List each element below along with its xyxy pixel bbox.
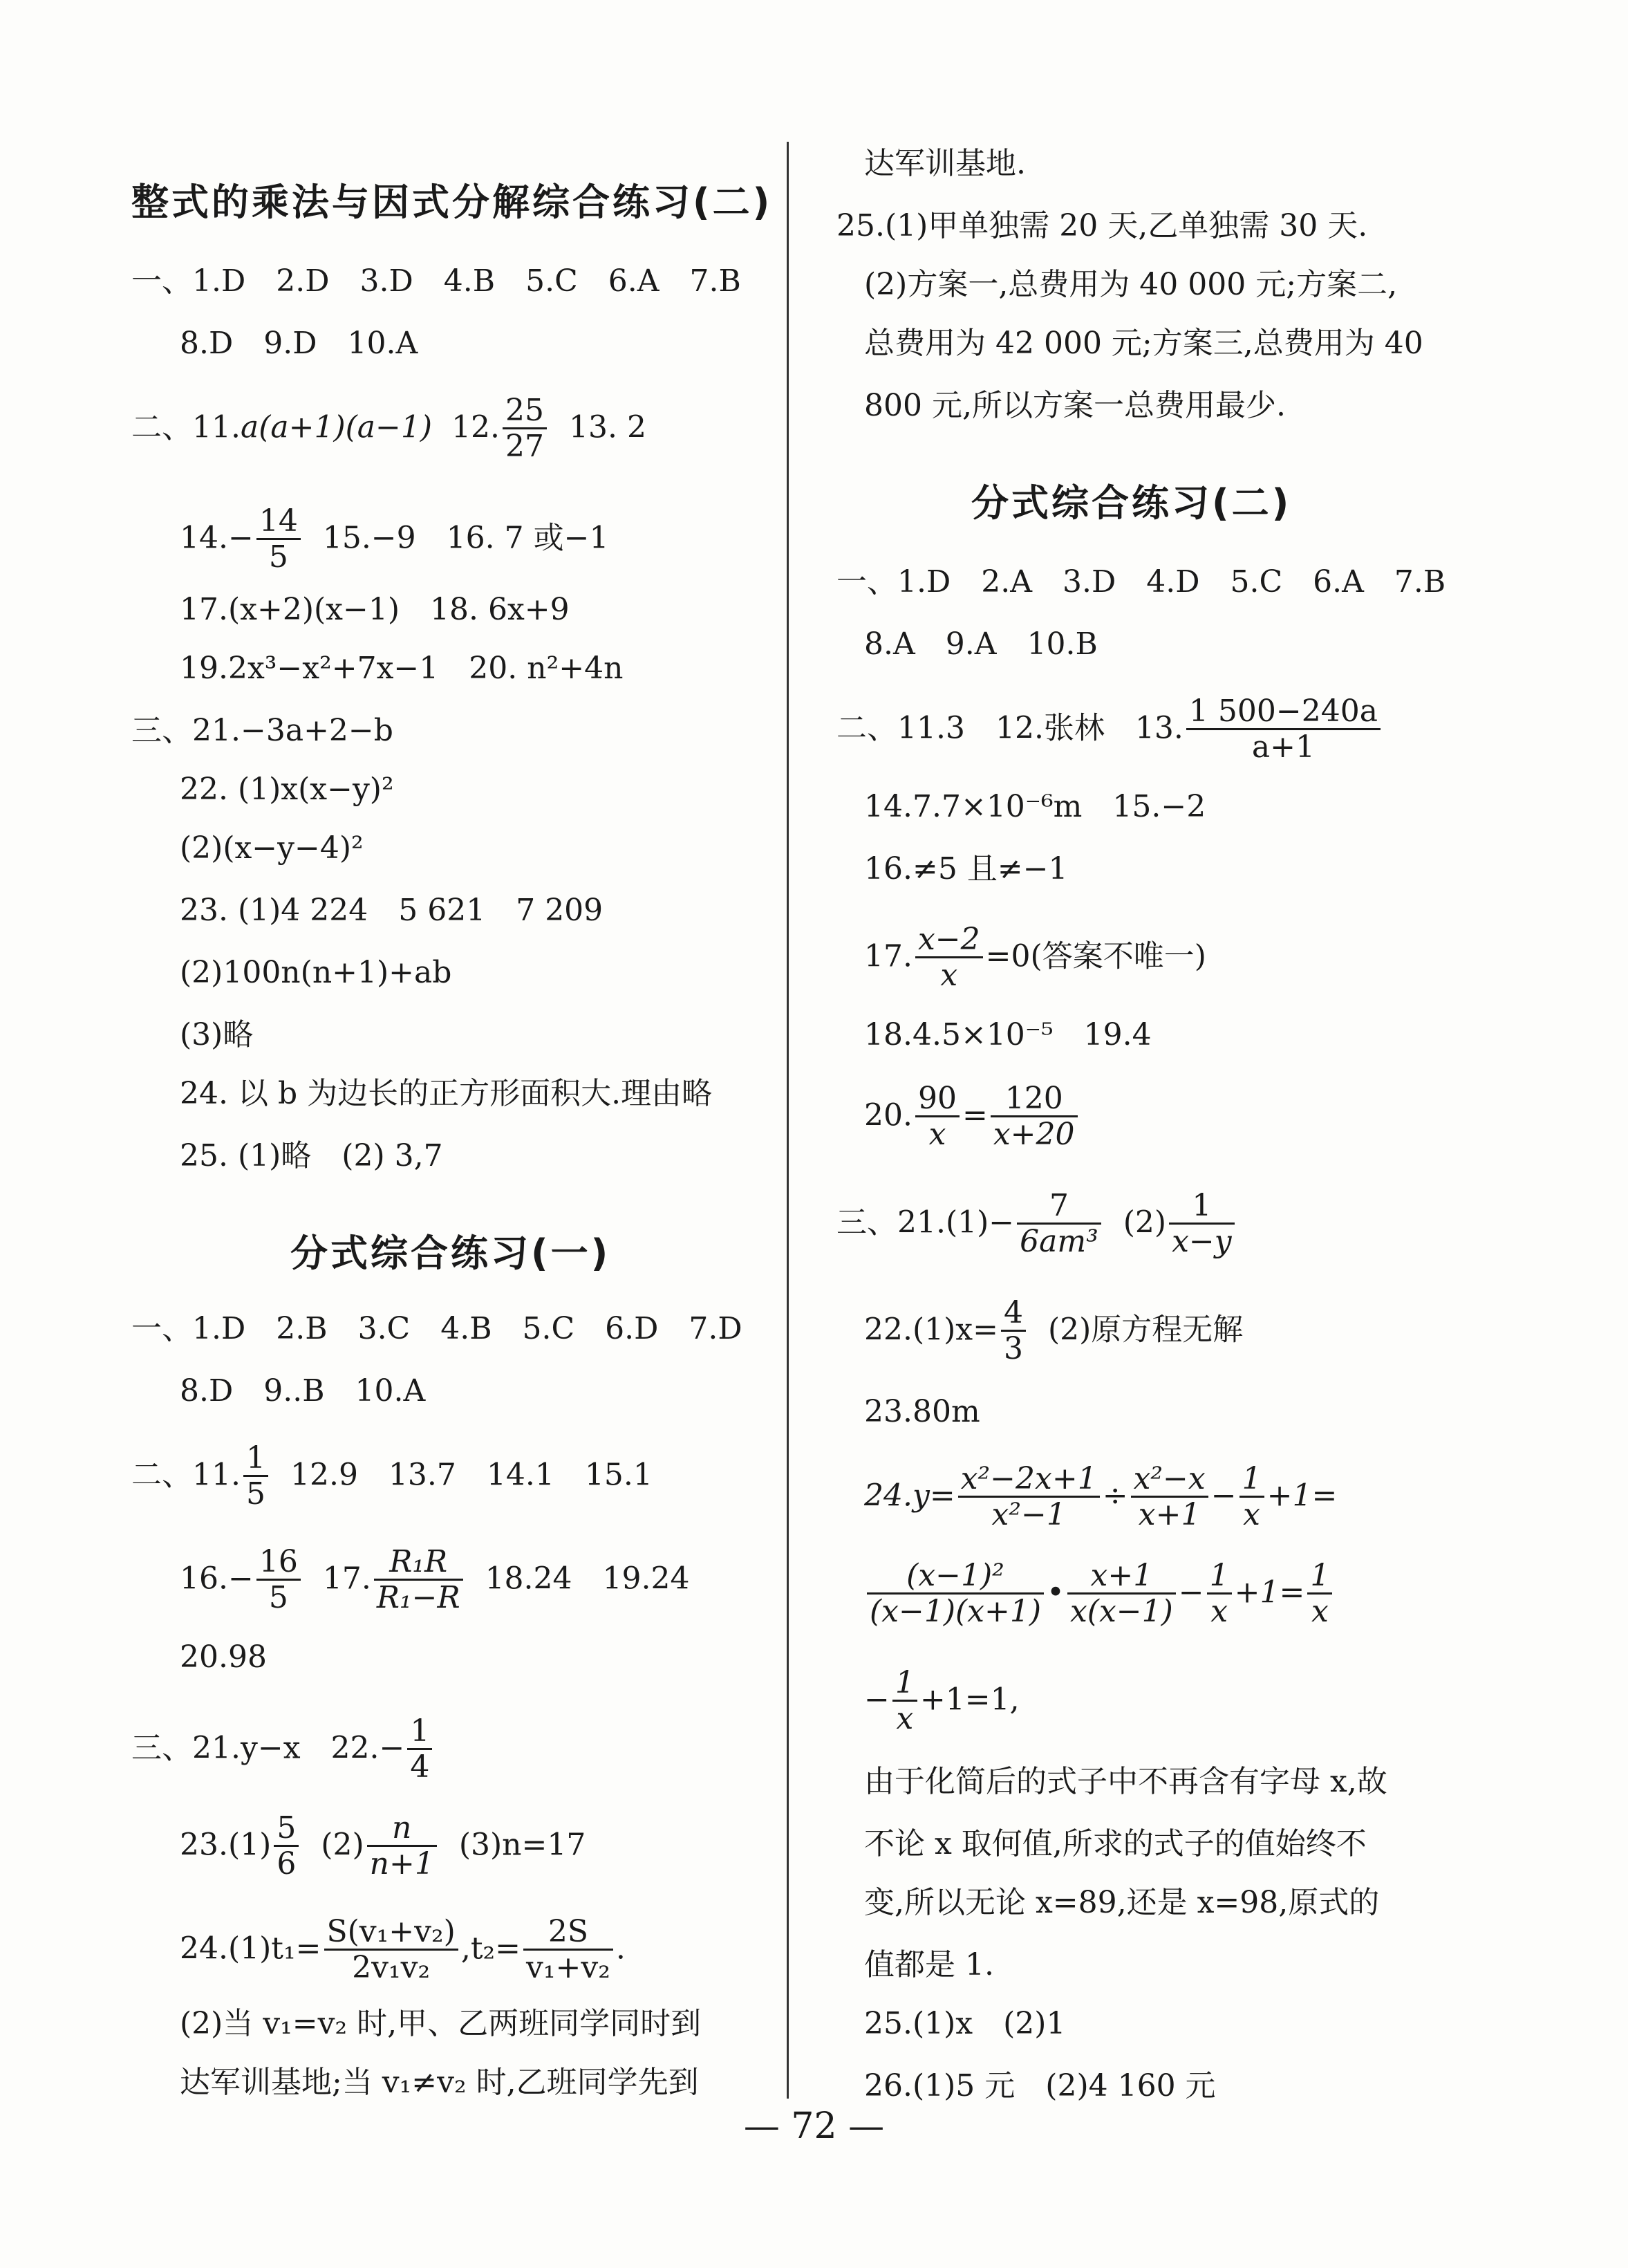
numerator: S(v₁+v₂) [324, 1915, 458, 1951]
answer-line [864, 1462, 1337, 1533]
answer-line: 不论 x 取何值,所求的式子的值始终不 [864, 1826, 1367, 1861]
answer-line: 一、1.D 2.D 3.D 4.B 5.C 6.A 7.B [131, 263, 741, 299]
fraction [256, 1545, 301, 1616]
answer-line: 一、1.D 2.B 3.C 4.B 5.C 6.D 7.D [131, 1311, 742, 1346]
answer-line: 由于化简后的式子中不再含有字母 x,故 [864, 1764, 1387, 1799]
fraction [1001, 1296, 1026, 1367]
denominator: v₁+v₂ [526, 1950, 610, 1986]
fraction [1131, 1462, 1208, 1533]
fraction [1239, 1462, 1264, 1533]
answer-line [131, 1715, 435, 1785]
fraction [1169, 1189, 1235, 1260]
label: 20. [864, 1097, 913, 1133]
label: 22.(1)x= [864, 1312, 998, 1348]
label: 三、21.(1)− [836, 1205, 1015, 1240]
label: = [962, 1097, 988, 1133]
answer-line: 800 元,所以方案一总费用最少. [864, 388, 1286, 423]
numerator: 1 [243, 1442, 268, 1477]
answer-line [864, 1666, 1020, 1737]
label: ,t₂= [460, 1931, 521, 1967]
label: 24.y= [864, 1478, 955, 1514]
answer-line: 16.≠5 且≠−1 [864, 851, 1068, 886]
denominator: x+20 [993, 1117, 1075, 1153]
numerator: 1 [1169, 1189, 1235, 1225]
answer-line: 8.D 9.D 10.A [180, 326, 418, 361]
denominator: 27 [505, 429, 545, 465]
denominator: x+1 [1138, 1497, 1201, 1533]
denominator: x [896, 1701, 914, 1737]
fraction [324, 1915, 458, 1986]
numerator: 16 [256, 1545, 301, 1581]
denominator: x [928, 1117, 946, 1153]
answer-line [864, 1296, 1243, 1367]
fraction [1207, 1559, 1232, 1630]
denominator: 2v₁v₂ [352, 1950, 431, 1986]
answer-line: 14.7.7×10⁻⁶m 15.−2 [864, 789, 1206, 824]
answer-line: 达军训基地. [864, 146, 1026, 181]
answer-line [180, 1545, 690, 1616]
numerator: 7 [1017, 1189, 1101, 1225]
numerator: 5 [274, 1812, 299, 1847]
label: 12. [451, 409, 500, 445]
label: . [615, 1931, 626, 1967]
answer-line: 三、21.−3a+2−b [131, 713, 393, 748]
fraction [915, 923, 983, 994]
label: +1= [1234, 1574, 1305, 1610]
numerator: 1 [1307, 1559, 1332, 1595]
denominator: 6am³ [1020, 1224, 1098, 1260]
numerator: R₁R [374, 1545, 463, 1581]
denominator: R₁−R [376, 1580, 460, 1616]
answer-line: 25.(1)甲单独需 20 天,乙单独需 30 天. [836, 208, 1368, 243]
label: 二、11.3 12.张林 13. [836, 710, 1183, 746]
numerator: 4 [1001, 1296, 1026, 1332]
answer-line: (2)(x−y−4)² [180, 830, 364, 866]
answer-line: 8.A 9.A 10.B [864, 626, 1098, 662]
denominator: x(x−1) [1069, 1594, 1173, 1630]
denominator: 3 [1003, 1331, 1023, 1367]
answer-line: (2)100n(n+1)+ab [180, 955, 452, 990]
fraction [374, 1545, 463, 1616]
denominator: x [940, 958, 958, 994]
numerator: 25 [503, 394, 547, 429]
numerator: 1 500−240a [1186, 695, 1381, 730]
label: 三、21.y−x 22.− [131, 1730, 405, 1766]
answer-line: 25.(1)x (2)1 [864, 2006, 1066, 2041]
fraction [367, 1812, 437, 1882]
answer-line [131, 394, 646, 465]
label: (3)n=17 [458, 1827, 586, 1863]
answer-line [180, 1812, 586, 1882]
answer-line: 总费用为 42 000 元;方案三,总费用为 40 [864, 326, 1423, 361]
label: 二、11. [131, 409, 241, 445]
numerator: 2S [523, 1915, 613, 1951]
answer-line [864, 1559, 1335, 1630]
denominator: x²−1 [991, 1497, 1066, 1533]
denominator: x [1210, 1594, 1228, 1630]
denominator: (x−1)(x+1) [870, 1594, 1042, 1630]
label: 15.−9 16. 7 或−1 [322, 520, 609, 556]
answer-line: 达军训基地;当 v₁≠v₂ 时,乙班同学先到 [180, 2065, 699, 2100]
answer-line [180, 505, 608, 575]
fraction [991, 1082, 1078, 1153]
numerator: 1 [1207, 1559, 1232, 1595]
answer-line: 一、1.D 2.A 3.D 4.D 5.C 6.A 7.B [836, 564, 1446, 599]
answer-line [864, 923, 1206, 994]
label: 16.− [180, 1561, 254, 1597]
denominator: 5 [268, 539, 288, 575]
denominator: x [1311, 1594, 1329, 1630]
answer-line: 23. (1)4 224 5 621 7 209 [180, 893, 604, 928]
numerator: 1 [892, 1666, 917, 1702]
fraction [243, 1442, 268, 1512]
numerator: (x−1)² [867, 1559, 1044, 1595]
fraction [892, 1666, 917, 1737]
label: (2) [1123, 1205, 1167, 1240]
denominator: 5 [245, 1476, 265, 1512]
label: (2) [321, 1827, 364, 1863]
numerator: 120 [991, 1082, 1078, 1117]
answer-line: (2)方案一,总费用为 40 000 元;方案二, [864, 267, 1398, 302]
section-heading-polynomial: 整式的乘法与因式分解综合练习(二) [131, 180, 773, 224]
denominator: 4 [410, 1749, 430, 1785]
fraction [1017, 1189, 1101, 1260]
answer-line: 8.D 9..B 10.A [180, 1373, 426, 1409]
fraction [867, 1559, 1044, 1630]
page-number: — 72 — [743, 2106, 885, 2147]
fraction [1067, 1559, 1176, 1630]
section-heading-fraction-1: 分式综合练习(一) [290, 1231, 611, 1275]
label: 23.(1) [180, 1827, 272, 1863]
numerator: x²−2x+1 [958, 1462, 1100, 1498]
label: 24.(1)t₁= [180, 1931, 321, 1967]
fraction [915, 1082, 960, 1153]
answer-line [864, 1082, 1080, 1153]
answer-line [836, 695, 1383, 765]
fraction [958, 1462, 1100, 1533]
numerator: 14 [256, 505, 301, 540]
fraction [523, 1915, 613, 1986]
numerator: x+1 [1067, 1559, 1176, 1595]
numerator: x²−x [1131, 1462, 1208, 1498]
answer-line: 19.2x³−x²+7x−1 20. n²+4n [180, 651, 624, 686]
fraction [274, 1812, 299, 1882]
label: 14.− [180, 520, 254, 556]
label: • [1047, 1574, 1065, 1610]
numerator: 90 [915, 1082, 960, 1117]
label: ÷ [1102, 1478, 1128, 1514]
label: 17. [322, 1561, 371, 1597]
answer-line [180, 1915, 626, 1986]
denominator: 5 [268, 1580, 288, 1616]
answer-line: 18.4.5×10⁻⁵ 19.4 [864, 1017, 1152, 1052]
answer-line: 26.(1)5 元 (2)4 160 元 [864, 2068, 1216, 2103]
fraction [1307, 1559, 1332, 1630]
answer-line: (2)当 v₁=v₂ 时,甲、乙两班同学同时到 [180, 2006, 702, 2041]
answer-line [836, 1189, 1237, 1260]
section-heading-fraction-2: 分式综合练习(二) [971, 481, 1292, 525]
label: +1= [1266, 1478, 1338, 1514]
answer-line: 值都是 1. [864, 1947, 994, 1982]
column-divider [787, 142, 789, 2099]
label: 17. [864, 938, 913, 974]
label: +1=1, [919, 1682, 1020, 1718]
label: − [1210, 1478, 1237, 1514]
fraction [407, 1715, 432, 1785]
answer-line: 变,所以无论 x=89,还是 x=98,原式的 [864, 1885, 1380, 1920]
fraction [503, 394, 547, 465]
numerator: x−2 [915, 923, 983, 958]
denominator: x−y [1172, 1224, 1232, 1260]
label: =0(答案不唯一) [985, 938, 1206, 974]
label: (2)原方程无解 [1047, 1312, 1244, 1348]
numerator: 1 [407, 1715, 432, 1750]
denominator: 6 [277, 1846, 297, 1882]
fraction [1186, 695, 1381, 765]
numerator: 1 [1239, 1462, 1264, 1498]
label: − [864, 1682, 890, 1718]
expr: a(a+1)(a−1) [240, 409, 433, 445]
denominator: x [1243, 1497, 1260, 1533]
answer-line: 20.98 [180, 1639, 267, 1675]
denominator: n+1 [369, 1846, 434, 1882]
answer-line: 22. (1)x(x−y)² [180, 772, 394, 807]
label: 13. 2 [569, 409, 646, 445]
answer-line [131, 1442, 653, 1512]
denominator: a+1 [1251, 729, 1315, 765]
answer-line: 23.80m [864, 1394, 980, 1429]
label: − [1178, 1574, 1204, 1610]
answer-line: 25. (1)略 (2) 3,7 [180, 1138, 443, 1173]
label: 二、11. [131, 1457, 241, 1493]
answer-line: 24. 以 b 为边长的正方形面积大.理由略 [180, 1076, 713, 1111]
answer-line: 17.(x+2)(x−1) 18. 6x+9 [180, 592, 570, 627]
label: 12.9 13.7 14.1 15.1 [290, 1457, 653, 1493]
label: 18.24 19.24 [485, 1561, 690, 1597]
numerator: n [367, 1812, 437, 1847]
fraction [256, 505, 301, 575]
answer-line: (3)略 [180, 1017, 254, 1052]
